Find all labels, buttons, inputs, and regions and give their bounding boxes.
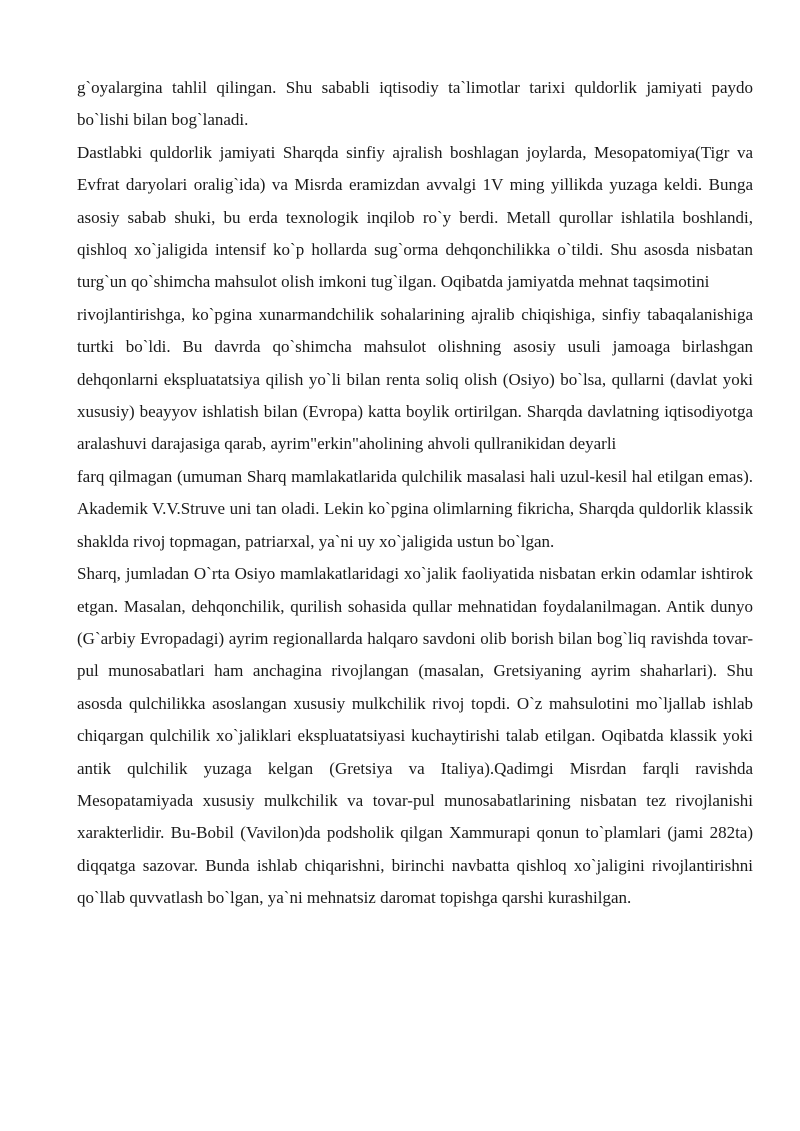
paragraph-3: rivojlantirishga, ko`pgina xunarmandchilik sohalarining ajralib chiqishiga, sinfiy tabaqalanishiga turtki bo`ldi. Bu davrda qo`shimcha mahsulot olishning asosiy usuli jamoaga birlashgan dehqonlarni ekspluatatsiya qilish yo`li bilan renta soliq olish (Osiyo) bo`lsa, qullarni (davlat yoki xususiy) beayyov ishlatish bilan (Evropa) katta boylik ortirilgan. Sharqda davlatning iqtisodiyotga aralashuvi darajasiga qarab, ayrim"erkin"aholining ahvoli qullranikidan deyarli xyxy=(77,304,753,454)
document-page xyxy=(77,72,753,915)
paragraph-1: g`oyalargina tahlil qilingan. Shu sababli iqtisodiy ta`limotlar tarixi quldorlik jamiyati paydo bo`lishi bilan bog`lanadi. xyxy=(77,78,753,130)
paragraph-5: Sharq, jumladan O`rta Osiyo mamlakatlaridagi xo`jalik faoliyatida nisbatan erkin odamlar ishtirok etgan. Masalan, dehqonchilik, qurilish sohasida qullar mehnatidan foydalanilmagan. Antik dunyo (G`arbiy Evropadagi) ayrim regionallarda halqaro savdoni olib borish bilan bog`liq ravishda tovar-pul munosabatlari ham anchagina rivojlangan (masalan, Gretsiyaning ayrim shaharlari). Shu asosda qulchilikka asoslangan xususiy mulkchilik rivoj topdi. O`z mahsulotini mo`ljallab ishlab chiqargan qulchilik xo`jaliklari ekspluatatsiyasi kuchaytirishi talab etilgan. Oqibatda klassik yoki antik qulchilik yuzaga kelgan (Gretsiya va Italiya).Qadimgi Misrdan farqli ravishda Mesopatamiyada xususiy mulkchilik va tovar-pul munosabatlarining nisbatan tez rivojlanishi xarakterlidir. Bu-Bobil (Vavilon)da podsholik qilgan Xammurapi qonun to`plamlari (jami 282ta) diqqatga sazovar. Bunda ishlab chiqarishni, birinchi navbatta qishloq xo`jaligini rivojlantirishni qo`llab quvvatlash bo`lgan, ya`ni mehnatsiz daromat topishga qarshi kurashilgan. xyxy=(77,564,753,908)
paragraph-4: farq qilmagan (umuman Sharq mamlakatlarida qulchilik masalasi hali uzul-kesil hal etilgan emas). Akademik V.V.Struve uni tan oladi. Lekin ko`pgina olimlarning fikricha, Sharqda quldorlik klassik shaklda rivoj topmagan, patriarxal, ya`ni uy xo`jaligida ustun bo`lgan. xyxy=(77,466,753,551)
paragraph-2: Dastlabki quldorlik jamiyati Sharqda sinfiy ajralish boshlagan joylarda, Mesopatomiya(Tigr va Evfrat daryolari oralig`ida) va Misrda eramizdan avvalgi 1V ming yillikda yuzaga keldi. Bunga asosiy sabab shuki, bu erda texnologik inqilob ro`y berdi. Metall qurollar ishlatila boshlandi, qishloq xo`jaligida intensif ko`p hollarda sug`orma dehqonchilikka o`tildi. Shu asosda nisbatan turg`un qo`shimcha mahsulot olish imkoni tug`ilgan. Oqibatda jamiyatda mehnat taqsimotini xyxy=(77,142,753,292)
